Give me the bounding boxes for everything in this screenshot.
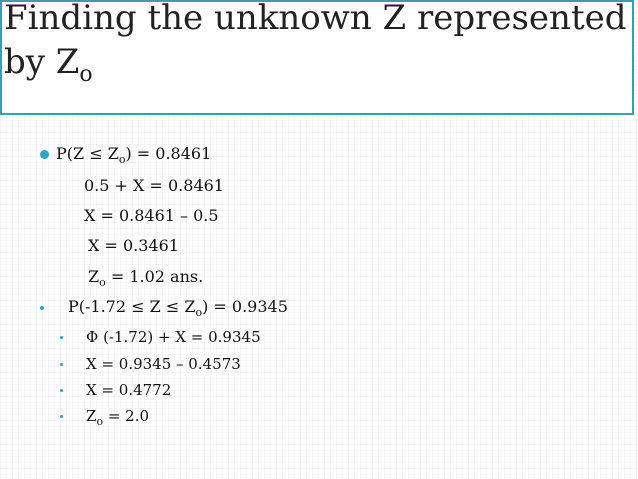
equation-line-3: X = 0.8461 – 0.5: [84, 206, 219, 225]
eq1-pre: P(Z ≤ Z: [56, 144, 119, 163]
equation-line-6: [68, 297, 288, 323]
equation-line-9: X = 0.4772: [86, 381, 172, 399]
eq6-post: ) = 0.9345: [202, 297, 288, 316]
eq6-sub: o: [195, 306, 203, 319]
eq6-pre: P(-1.72 ≤ Z ≤ Z: [68, 297, 196, 316]
eq5-pre: Z: [88, 267, 100, 286]
eq10-post: = 2.0: [103, 407, 150, 425]
title-line-1: Finding the unknown Z represented: [4, 0, 627, 38]
equation-line-10: [86, 406, 149, 432]
eq10-pre: Z: [86, 407, 97, 425]
bullet-dot-icon: [60, 336, 63, 339]
bullet-dot-icon: [60, 389, 63, 392]
title-line-2-subscript: o: [79, 62, 93, 87]
equation-line-1: [56, 144, 211, 170]
eq5-sub: o: [99, 276, 106, 289]
title-line-2-text: by Z: [4, 42, 80, 82]
equation-line-2: 0.5 + X = 0.8461: [84, 176, 224, 195]
equation-line-4: X = 0.3461: [88, 236, 179, 255]
bullet-dot-icon: [40, 150, 49, 159]
eq1-post: ) = 0.8461: [125, 144, 212, 163]
equation-line-7: Φ (-1.72) + X = 0.9345: [86, 328, 261, 346]
bullet-dot-icon: [60, 363, 63, 366]
eq5-post: = 1.02 ans.: [105, 267, 204, 286]
equation-line-8: X = 0.9345 – 0.4573: [86, 355, 241, 373]
bullet-dot-icon: [40, 306, 44, 310]
bullet-dot-icon: [60, 415, 63, 418]
eq10-sub: o: [96, 415, 104, 428]
eq1-sub: o: [118, 153, 126, 166]
equation-line-5: [88, 267, 203, 293]
